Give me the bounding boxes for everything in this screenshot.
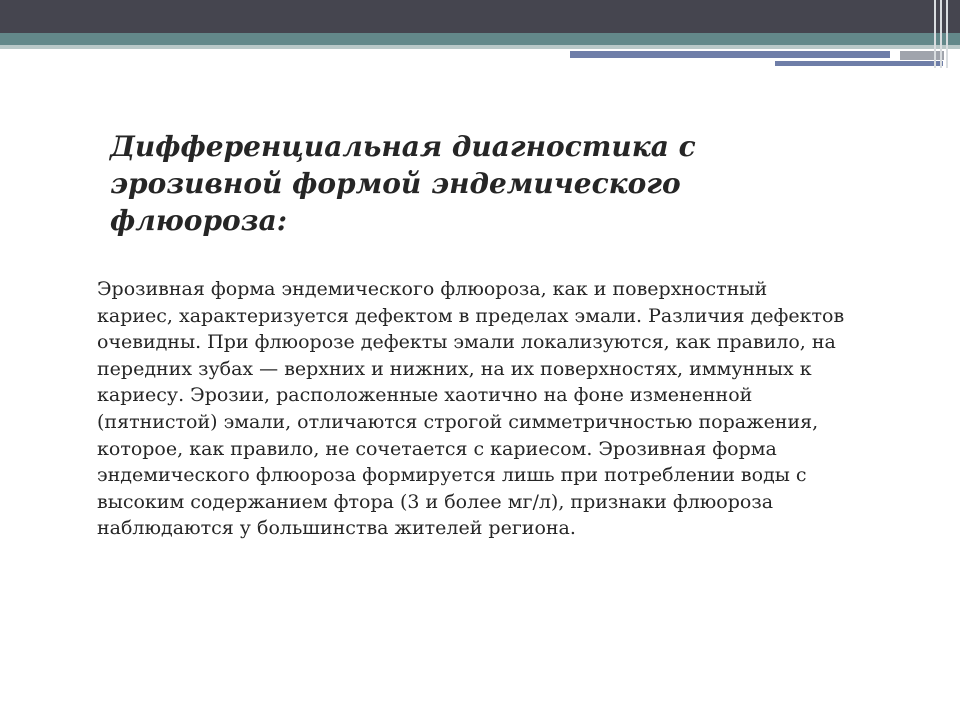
header-vertical-line [940,0,942,68]
header-grey-bar [900,51,944,60]
header-light-line [0,45,960,49]
header-vertical-line [946,0,948,68]
slide-body-text: Эрозивная форма эндемического флюороза, как и поверхностный кариес, характеризуется дефектом в пределах эмали. Различия дефектов очевидны. При флюорозе дефекты эмали локализуются, как правило, на передних зубах — верхних и нижних, на их поверхностях, иммунных к кариесу. Эрозии, расположенные хаотично на фоне измененной (пятнистой) эмали, отличаются строгой симметричностью поражения, которое, как правило, не сочетается с кариесом. Эрозивная форма эндемического флюороза формируется лишь при потреблении воды с высоким содержанием фтора (3 и более мг/л), признаки флюороза наблюдаются у большинства жителей региона. [97,278,845,540]
header-accent-bar [570,51,890,58]
header-vertical-line [934,0,936,68]
slide-title: Дифференциальная диагностика с эрозивной формой эндемического флюороза: [110,130,696,237]
header-band [0,0,960,33]
header-teal-stripe [0,33,960,45]
header-accent-bar-short [775,61,943,66]
